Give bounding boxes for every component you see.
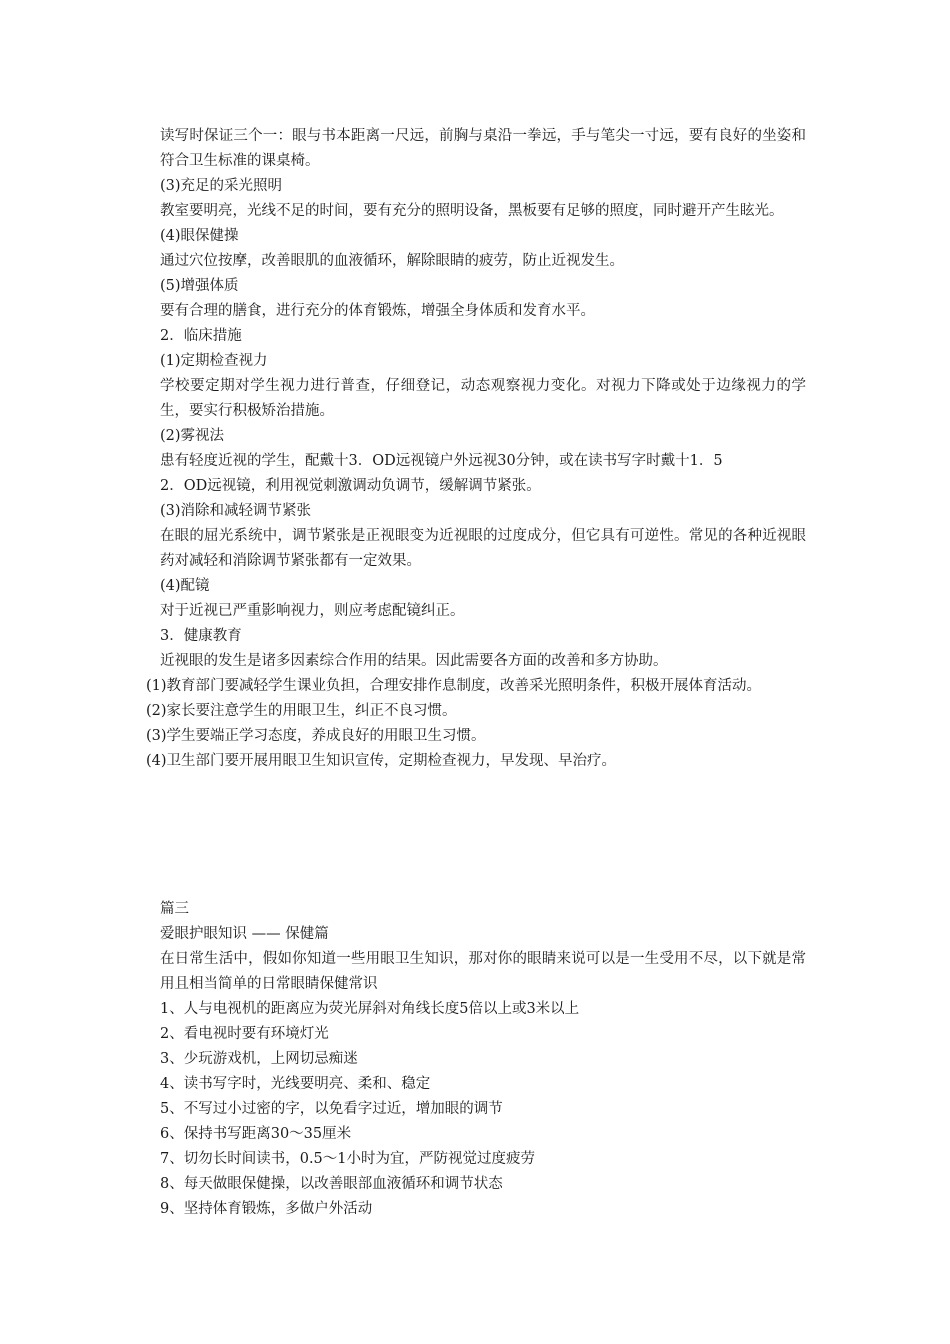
paragraph: 2．OD远视镜，利用视觉刺激调动负调节，缓解调节紧张。 xyxy=(160,478,541,494)
paragraph: 在眼的屈光系统中，调节紧张是正视眼变为近视眼的过度成分，但它具有可逆性。常见的各种近视眼药对减轻和消除调节紧张都有一定效果。 xyxy=(160,528,806,569)
list-item: 5、不写过小过密的字，以免看字过近，增加眼的调节 xyxy=(160,1101,503,1117)
list-item: (2)家长要注意学生的用眼卫生，纠正不良习惯。 xyxy=(146,703,457,719)
subheading: (4)眼保健操 xyxy=(160,228,239,244)
list-item: (3)学生要端正学习态度，养成良好的用眼卫生习惯。 xyxy=(146,728,486,744)
section-continued xyxy=(146,124,806,774)
subheading: (4)配镜 xyxy=(160,578,210,594)
list-item: (4)卫生部门要开展用眼卫生知识宣传，定期检查视力，早发现、早治疗。 xyxy=(146,753,617,769)
subheading: (3)充足的采光照明 xyxy=(160,178,283,194)
subheading: (5)增强体质 xyxy=(160,278,239,294)
paragraph: 通过穴位按摩，改善眼肌的血液循环，解除眼睛的疲劳，防止近视发生。 xyxy=(160,253,624,269)
list-item: 9、坚持体育锻炼，多做户外活动 xyxy=(160,1201,373,1217)
list-item: (1)教育部门要减轻学生课业负担，合理安排作息制度，改善采光照明条件，积极开展体育活动。 xyxy=(146,678,762,694)
section-part-three xyxy=(146,897,806,1222)
paragraph: 学校要定期对学生视力进行普查，仔细登记，动态观察视力变化。对视力下降或处于边缘视力的学生，要实行积极矫治措施。 xyxy=(160,378,806,419)
list-item: 6、保持书写距离30～35厘米 xyxy=(160,1126,352,1142)
list-item: 3、少玩游戏机，上网切忌痴迷 xyxy=(160,1051,358,1067)
paragraph: 在日常生活中，假如你知道一些用眼卫生知识，那对你的眼睛来说可以是一生受用不尽，以下就是常用且相当简单的日常眼睛保健常识 xyxy=(160,951,806,992)
paragraph: 近视眼的发生是诸多因素综合作用的结果。因此需要各方面的改善和多方协助。 xyxy=(160,653,668,669)
section-title: 篇三 xyxy=(160,901,189,917)
paragraph: 读写时保证三个一：眼与书本距离一尺远，前胸与桌沿一拳远，手与笔尖一寸远，要有良好的坐姿和符合卫生标准的课桌椅。 xyxy=(160,128,806,169)
subheading: (3)消除和减轻调节紧张 xyxy=(160,503,312,519)
list-item: 7、切勿长时间读书，0.5～1小时为宜，严防视觉过度疲劳 xyxy=(160,1151,536,1167)
subheading: (2)雾视法 xyxy=(160,428,225,444)
paragraph: 对于近视已严重影响视力，则应考虑配镜纠正。 xyxy=(160,603,465,619)
paragraph: 患有轻度近视的学生，配戴十3．OD远视镜户外远视30分钟，或在读书写字时戴十1．5 xyxy=(160,453,723,469)
subheading: (1)定期检查视力 xyxy=(160,353,268,369)
heading: 3．健康教育 xyxy=(160,628,242,644)
list-item: 1、人与电视机的距离应为荧光屏斜对角线长度5倍以上或3米以上 xyxy=(160,1001,580,1017)
list-item: 4、读书写字时，光线要明亮、柔和、稳定 xyxy=(160,1076,431,1092)
section-subtitle: 爱眼护眼知识 —— 保健篇 xyxy=(160,926,329,942)
list-item: 2、看电视时要有环境灯光 xyxy=(160,1026,329,1042)
paragraph: 要有合理的膳食，进行充分的体育锻炼，增强全身体质和发育水平。 xyxy=(160,303,595,319)
list-item: 8、每天做眼保健操，以改善眼部血液循环和调节状态 xyxy=(160,1176,503,1192)
paragraph: 教室要明亮，光线不足的时间，要有充分的照明设备，黑板要有足够的照度，同时避开产生眩光。 xyxy=(160,203,784,219)
heading: 2．临床措施 xyxy=(160,328,242,344)
